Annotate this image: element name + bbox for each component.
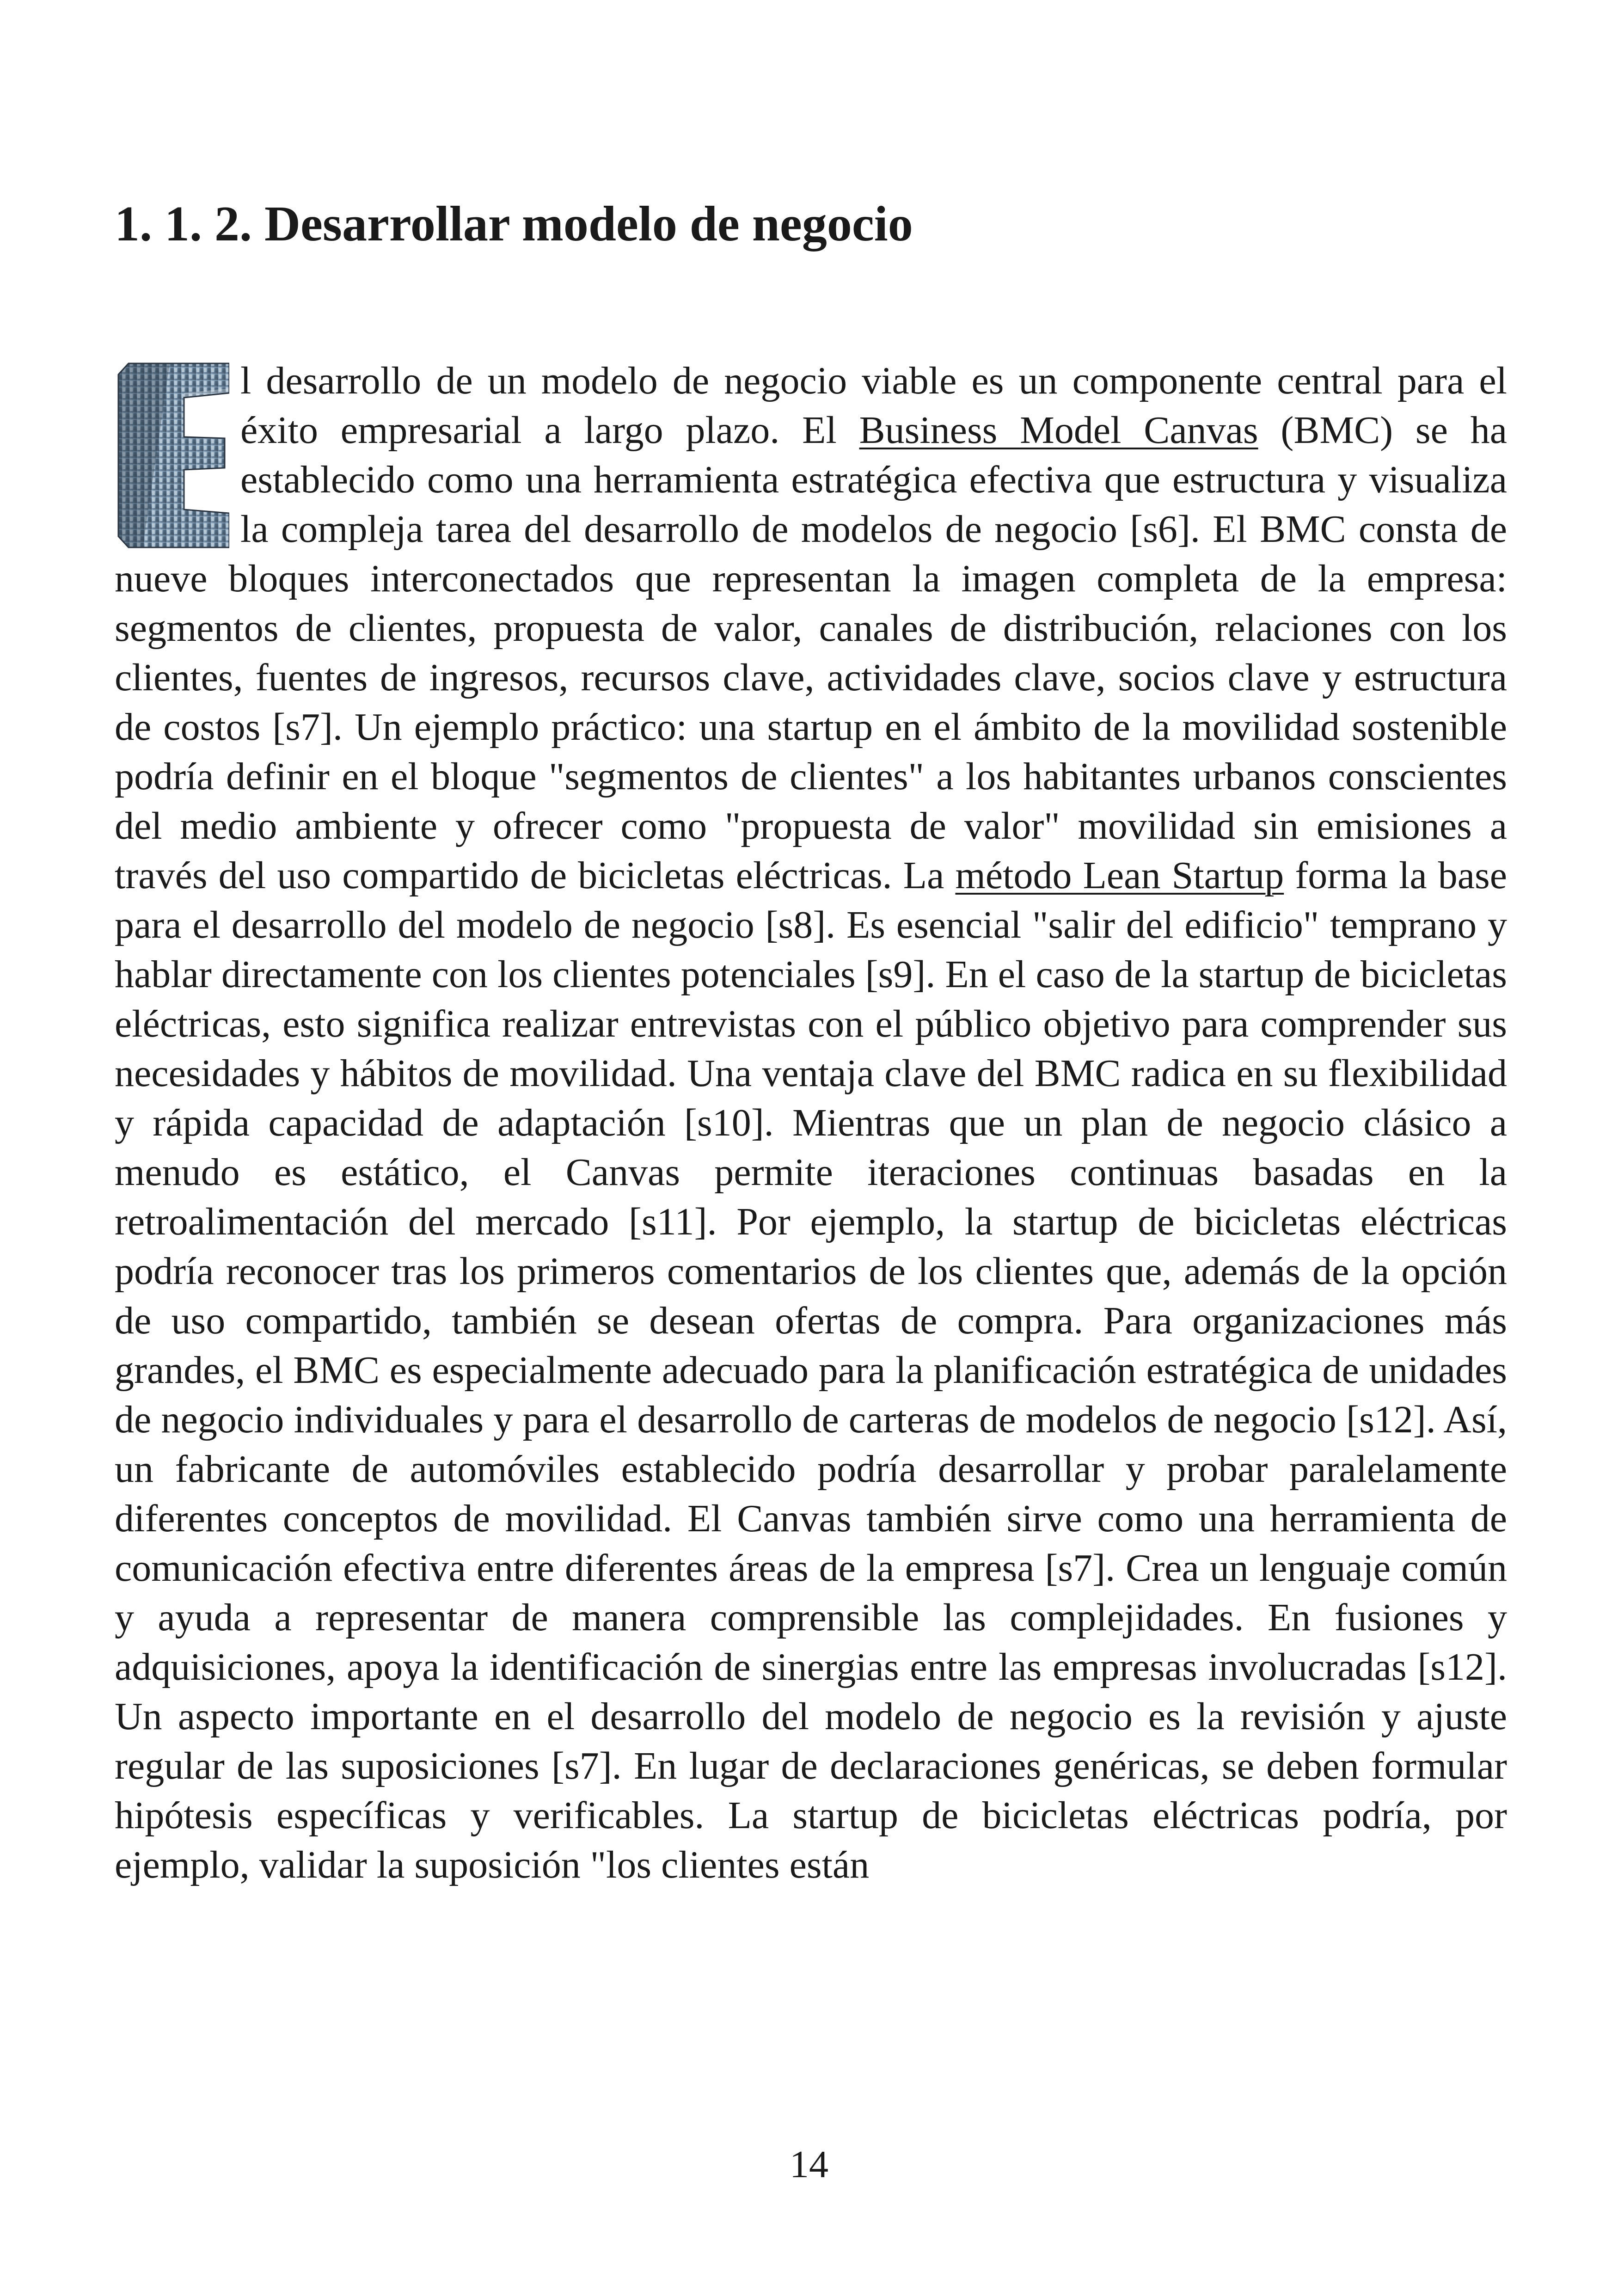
lean-startup-link[interactable]: método Lean Startup: [955, 854, 1284, 897]
dropcap-e-image: [115, 361, 229, 550]
body-text-2: (BMC) se ha establecido como una herramienta estratégica efectiva que estructura y visualiza la compleja tarea del desarrollo de modelos de negocio [s6]. El BMC consta de nueve bloques interconectados que representan la imagen completa de la empresa: segmentos de clientes, propuesta de valor, canales de distribución, relaciones con los clientes, fuentes de ingresos, recursos clave, actividades clave, socios clave y estructura de costos [s7]. Un ejemplo práctico: una startup en el ámbito de la movilidad sostenible podría definir en el bloque "segmentos de clientes" a los habitantes urbanos conscientes del medio ambiente y ofrecer como "propuesta de valor" movilidad sin emisiones a través del uso compartido de bicicletas eléctricas. La: [115, 409, 1507, 897]
body-paragraph: [115, 356, 1507, 1890]
body-text-3: forma la base para el desarrollo del modelo de negocio [s8]. Es esencial "salir del edificio" temprano y hablar directamente con los clientes potenciales [s9]. En el caso de la startup de bicicletas eléctricas, esto significa realizar entrevistas con el público objetivo para comprender sus necesidades y hábitos de movilidad. Una ventaja clave del BMC radica en su flexibilidad y rápida capacidad de adaptación [s10]. Mientras que un plan de negocio clásico a menudo es estático, el Canvas permite iteraciones continuas basadas en la retroalimentación del mercado [s11]. Por ejemplo, la startup de bicicletas eléctricas podría reconocer tras los primeros comentarios de los clientes que, además de la opción de uso compartido, también se desean ofertas de compra. Para organizaciones más grandes, el BMC es especialmente adecuado para la planificación estratégica de unidades de negocio individuales y para el desarrollo de carteras de modelos de negocio [s12]. Así, un fabricante de automóviles establecido podría desarrollar y probar paralelamente diferentes conceptos de movilidad. El Canvas también sirve como una herramienta de comunicación efectiva entre diferentes áreas de la empresa [s7]. Crea un lenguaje común y ayuda a representar de manera comprensible las complejidades. En fusiones y adquisiciones, apoya la identificación de sinergias entre las empresas involucradas [s12]. Un aspecto importante en el desarrollo del modelo de negocio es la revisión y ajuste regular de las suposiciones [s7]. En lugar de declaraciones genéricas, se deben formular hipótesis específicas y verificables. La startup de bicicletas eléctricas podría, por ejemplo, validar la suposición "los clientes están: [115, 854, 1508, 1886]
page-number: 14: [790, 2143, 828, 2186]
body-text-1: l desarrollo de un modelo de negocio viable es un componente central para el éxito empresarial a largo plazo. El: [240, 359, 1507, 452]
business-model-canvas-link[interactable]: Business Model Canvas: [859, 409, 1258, 452]
section-heading: 1. 1. 2. Desarrollar modelo de negocio: [115, 196, 913, 252]
